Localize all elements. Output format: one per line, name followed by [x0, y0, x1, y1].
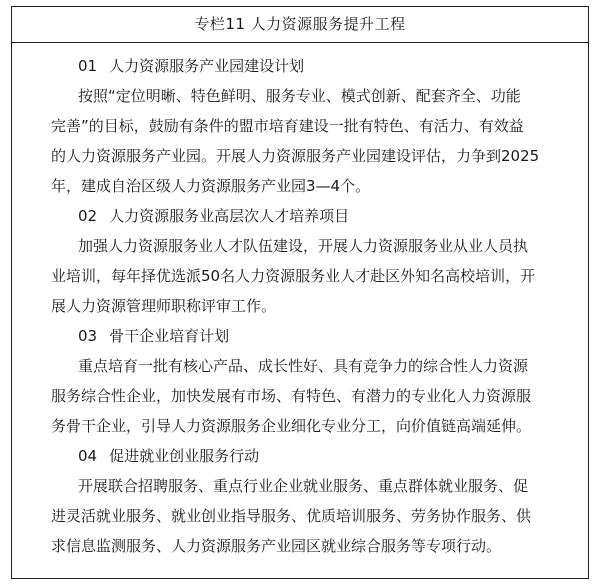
section-title: 人力资源服务产业园建设计划: [109, 57, 305, 75]
section-number: 03: [78, 327, 98, 345]
section-heading: [51, 321, 551, 351]
paragraph-line: 开展联合招聘服务、重点行业企业就业服务、重点群体就业服务、促: [78, 477, 529, 495]
section-title: 人力资源服务业高层次人才培养项目: [109, 207, 350, 225]
box-title: 专栏11 人力资源服务提升工程: [12, 7, 588, 43]
paragraph-line: 重点培育一批有核心产品、成长性好、具有竞争力的综合性人力资源: [78, 357, 529, 375]
paragraph-line: 按照“定位明晰、特色鲜明、服务专业、模式创新、配套齐全、功能: [78, 87, 521, 105]
feature-box: [11, 6, 589, 579]
paragraph-line: 务骨干企业，引导人力资源服务企业细化专业分工，向价值链高端延伸。: [51, 417, 532, 435]
paragraph-line: 服务综合性企业，加快发展有市场、有特色、有潜力的专业化人力资源服: [51, 387, 532, 405]
section-title: 骨干企业培育计划: [109, 327, 230, 345]
section-heading: [51, 51, 551, 81]
box-content: [12, 43, 588, 561]
paragraph-line: 年，建成自治区级人力资源服务产业园3—4个。: [51, 177, 371, 195]
paragraph-line: 的人力资源服务产业园。开展人力资源服务产业园建设评估，力争到2025: [51, 147, 540, 165]
section-02: [51, 201, 551, 321]
section-04: [51, 441, 551, 561]
paragraph-line: 进灵活就业服务、就业创业指导服务、优质培训服务、劳务协作服务、供: [51, 507, 532, 525]
paragraph-line: 加强人力资源服务业人才队伍建设，开展人力资源服务业从业人员执: [78, 237, 529, 255]
paragraph-line: 展人力资源管理师职称评审工作。: [51, 297, 277, 315]
section-heading: [51, 441, 551, 471]
paragraph-line: 求信息监测服务、人力资源服务产业园区就业综合服务等专项行动。: [51, 537, 502, 555]
section-number: 02: [78, 207, 98, 225]
section-number: 01: [78, 57, 98, 75]
section-heading: [51, 201, 551, 231]
section-01: [51, 51, 551, 201]
section-title: 促进就业创业服务行动: [109, 447, 260, 465]
section-number: 04: [78, 447, 98, 465]
paragraph-line: 完善”的目标，鼓励有条件的盟市培育建设一批有特色、有活力、有效益: [51, 117, 524, 135]
section-03: [51, 321, 551, 441]
paragraph-line: 业培训，每年择优选派50名人力资源服务业人才赴区外知名高校培训，开: [51, 267, 536, 285]
